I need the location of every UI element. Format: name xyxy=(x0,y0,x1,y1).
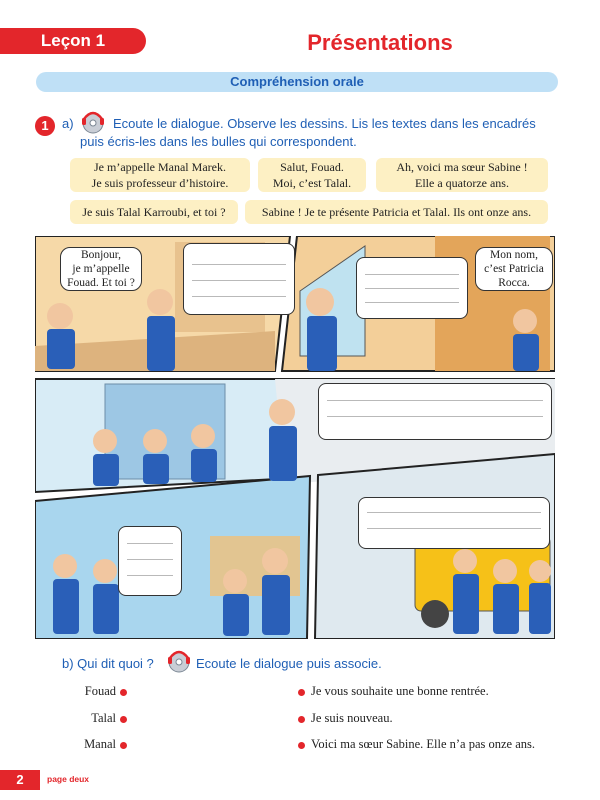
text-box-line: Ah, voici ma sœur Sabine ! xyxy=(396,160,528,174)
text-box-line: Je m’appelle Manal Marek. xyxy=(94,160,226,174)
sentence-3: Voici ma sœur Sabine. Elle n’a pas onze ans. xyxy=(311,737,536,751)
match-dot-right[interactable] xyxy=(298,716,305,723)
writing-line xyxy=(192,264,286,265)
text-box xyxy=(70,158,250,192)
match-dot-left[interactable] xyxy=(120,742,127,749)
sentence-1: Je vous souhaite une bonne rentrée. xyxy=(311,684,489,698)
part-b-instruction: Ecoute le dialogue puis associe. xyxy=(196,656,382,671)
part-b-label: b) Qui dit quoi ? xyxy=(62,656,154,671)
match-dot-right[interactable] xyxy=(298,689,305,696)
writing-line xyxy=(127,575,173,576)
empty-bubble-3[interactable] xyxy=(318,383,552,440)
bubble-line: Bonjour, xyxy=(80,249,122,261)
audio-cd-icon[interactable] xyxy=(166,647,192,673)
writing-line xyxy=(327,400,543,401)
empty-bubble-1[interactable] xyxy=(183,243,295,315)
lesson-tab: Leçon 1 xyxy=(0,28,146,54)
writing-line xyxy=(365,288,459,289)
bubble-line: Rocca. xyxy=(498,277,530,289)
bubble-line: Mon nom, xyxy=(490,249,538,261)
bubble-line: c’est Patricia xyxy=(484,263,544,275)
empty-bubble-2[interactable] xyxy=(356,257,468,319)
empty-bubble-4[interactable] xyxy=(118,526,182,596)
instruction-line-2: puis écris-les dans les bulles qui correspondent. xyxy=(80,134,357,149)
part-a-label: a) xyxy=(62,116,74,131)
sentence-2: Je suis nouveau. xyxy=(311,711,393,725)
match-dot-left[interactable] xyxy=(120,689,127,696)
writing-line xyxy=(365,302,459,303)
page-number: 2 xyxy=(0,770,40,790)
text-box: Je suis Talal Karroubi, et toi ? xyxy=(70,200,238,224)
text-box-line: Salut, Fouad. xyxy=(280,160,344,174)
writing-line xyxy=(367,512,541,513)
page-number-text: page deux xyxy=(47,774,90,784)
writing-line xyxy=(127,559,173,560)
text-box: Sabine ! Je te présente Patricia et Talal. Ils ont onze ans. xyxy=(245,200,548,224)
text-box xyxy=(376,158,548,192)
match-dot-left[interactable] xyxy=(120,716,127,723)
bubble-line: Fouad. Et toi ? xyxy=(67,277,135,289)
audio-cd-icon[interactable] xyxy=(80,108,106,134)
writing-line xyxy=(367,528,541,529)
name-talal: Talal xyxy=(91,711,116,725)
name-fouad: Fouad xyxy=(84,684,116,698)
text-box xyxy=(258,158,366,192)
section-heading: Compréhension orale xyxy=(36,72,558,92)
text-box-line: Je suis professeur d’histoire. xyxy=(91,176,229,190)
writing-line xyxy=(365,274,459,275)
exercise-number: 1 xyxy=(35,116,55,136)
text-box-line: Moi, c’est Talal. xyxy=(272,176,352,190)
writing-line xyxy=(127,543,173,544)
name-manal: Manal xyxy=(84,737,116,751)
empty-bubble-5[interactable] xyxy=(358,497,550,549)
text-box-line: Elle a quatorze ans. xyxy=(415,176,509,190)
page-title: Présentations xyxy=(307,30,453,55)
match-dot-right[interactable] xyxy=(298,742,305,749)
bubble-line: je m’appelle xyxy=(72,263,130,275)
writing-line xyxy=(192,296,286,297)
writing-line xyxy=(327,416,543,417)
speech-bubble-fouad xyxy=(60,247,142,291)
speech-bubble-patricia xyxy=(475,247,553,291)
instruction-line-1: Ecoute le dialogue. Observe les dessins. Lis les textes dans les encadrés xyxy=(113,116,536,131)
writing-line xyxy=(192,280,286,281)
